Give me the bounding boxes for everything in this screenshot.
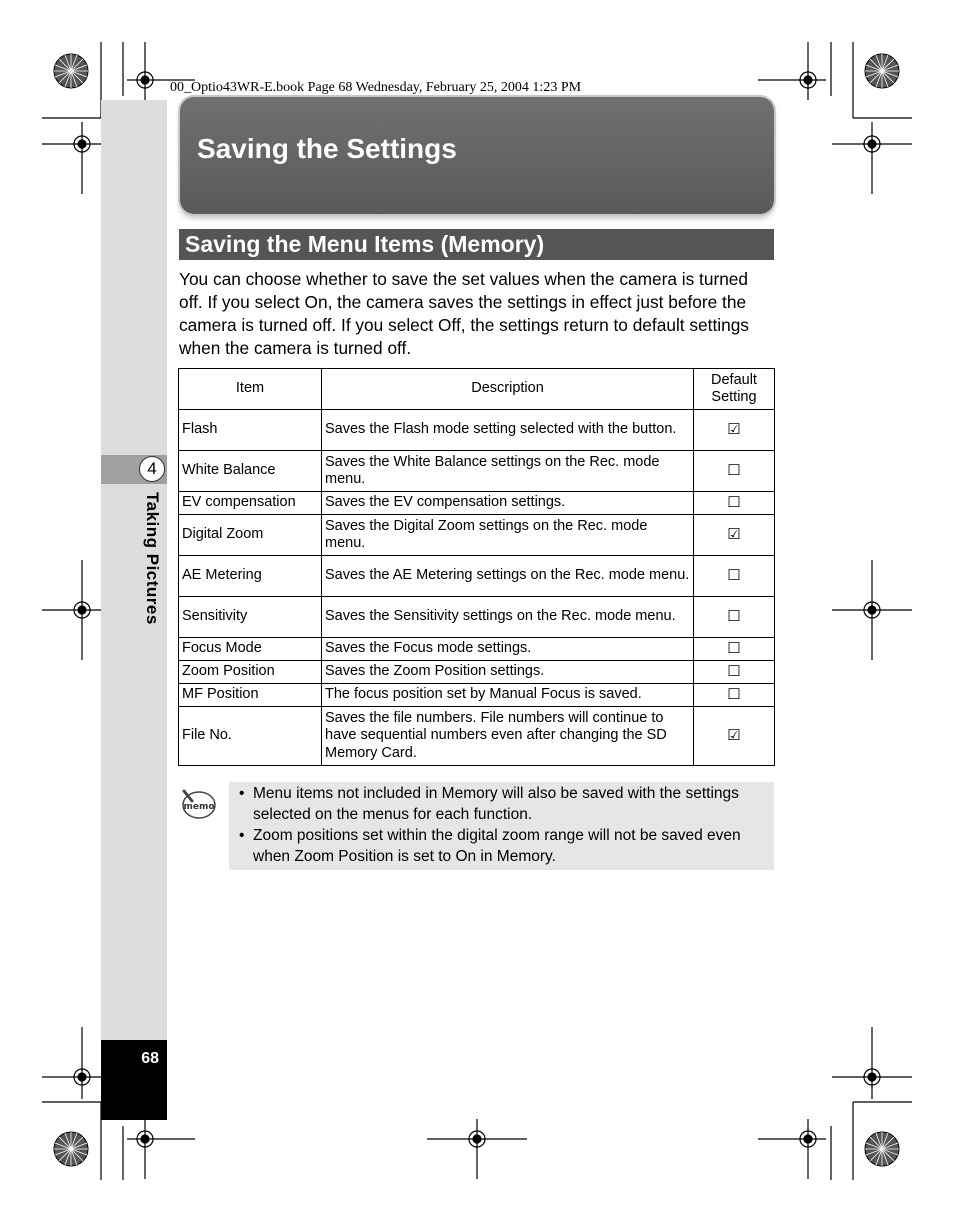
row-item: Focus Mode — [179, 638, 322, 661]
table-row — [179, 707, 775, 766]
row-item: Sensitivity — [179, 597, 322, 638]
section-title: Saving the Menu Items (Memory) — [185, 231, 545, 257]
table-row — [179, 661, 775, 684]
memo-box — [229, 782, 774, 870]
chapter-number: 4 — [139, 456, 165, 482]
default-checkbox-icon: ☑ — [694, 707, 775, 766]
row-description: Saves the Zoom Position settings. — [322, 661, 694, 684]
row-description: Saves the Sensitivity settings on the Rec. mode menu. — [322, 597, 694, 638]
row-description: Saves the AE Metering settings on the Rec. mode menu. — [322, 556, 694, 597]
chapter-title: Taking Pictures — [143, 492, 162, 625]
default-checkbox-icon: ☑ — [694, 410, 775, 451]
print-header: 00_Optio43WR-E.book Page 68 Wednesday, February 25, 2004 1:23 PM — [170, 80, 582, 95]
row-item: EV compensation — [179, 492, 322, 515]
row-item: Zoom Position — [179, 661, 322, 684]
row-item: AE Metering — [179, 556, 322, 597]
table-row — [179, 515, 775, 556]
memo-note: • Zoom positions set within the digital zoom range will not be saved even when Zoom Position is set to On in Memory. — [239, 825, 769, 867]
table-row — [179, 638, 775, 661]
default-checkbox-icon: ☐ — [694, 556, 775, 597]
intro-paragraph: You can choose whether to save the set values when the camera is turned off. If you select On, the camera saves the settings in effect just before the camera is turned off. If you select Off, the settings return to default settings when the camera is turned off. — [179, 269, 749, 358]
row-description: Saves the Digital Zoom settings on the Rec. mode menu. — [322, 515, 694, 556]
page-number: 68 — [141, 1050, 159, 1067]
title-banner — [180, 97, 774, 214]
row-item: MF Position — [179, 684, 322, 707]
default-checkbox-icon: ☐ — [694, 451, 775, 492]
memory-settings-table — [178, 368, 775, 766]
page-title: Saving the Settings — [197, 133, 457, 164]
row-item: Flash — [179, 410, 322, 451]
table-row — [179, 556, 775, 597]
row-description: Saves the Focus mode settings. — [322, 638, 694, 661]
row-description: Saves the file numbers. File numbers will continue to have sequential numbers even after changing the SD Memory Card. — [322, 707, 694, 766]
memo-note: • Menu items not included in Memory will also be saved with the settings selected on the menus for each function. — [239, 783, 769, 825]
memo-icon-label: memo — [183, 802, 215, 812]
memo-notes — [239, 782, 769, 867]
default-checkbox-icon: ☐ — [694, 597, 775, 638]
table-row — [179, 597, 775, 638]
column-header-default-setting: Default Setting — [694, 369, 775, 410]
table-row — [179, 410, 775, 451]
row-description: Saves the White Balance settings on the Rec. mode menu. — [322, 451, 694, 492]
section-header — [179, 229, 774, 260]
row-description: Saves the Flash mode setting selected with the button. — [322, 410, 694, 451]
row-item: File No. — [179, 707, 322, 766]
row-description: The focus position set by Manual Focus is saved. — [322, 684, 694, 707]
column-header-item: Item — [179, 369, 322, 410]
table-header-row — [179, 369, 775, 410]
row-description: Saves the EV compensation settings. — [322, 492, 694, 515]
table-row — [179, 492, 775, 515]
memo-icon — [180, 785, 216, 821]
row-item: White Balance — [179, 451, 322, 492]
column-header-description: Description — [322, 369, 694, 410]
default-checkbox-icon: ☐ — [694, 684, 775, 707]
default-checkbox-icon: ☑ — [694, 515, 775, 556]
row-item: Digital Zoom — [179, 515, 322, 556]
page-number-box — [101, 1040, 167, 1120]
table-row — [179, 451, 775, 492]
default-checkbox-icon: ☐ — [694, 661, 775, 684]
table-row — [179, 684, 775, 707]
default-checkbox-icon: ☐ — [694, 638, 775, 661]
default-checkbox-icon: ☐ — [694, 492, 775, 515]
